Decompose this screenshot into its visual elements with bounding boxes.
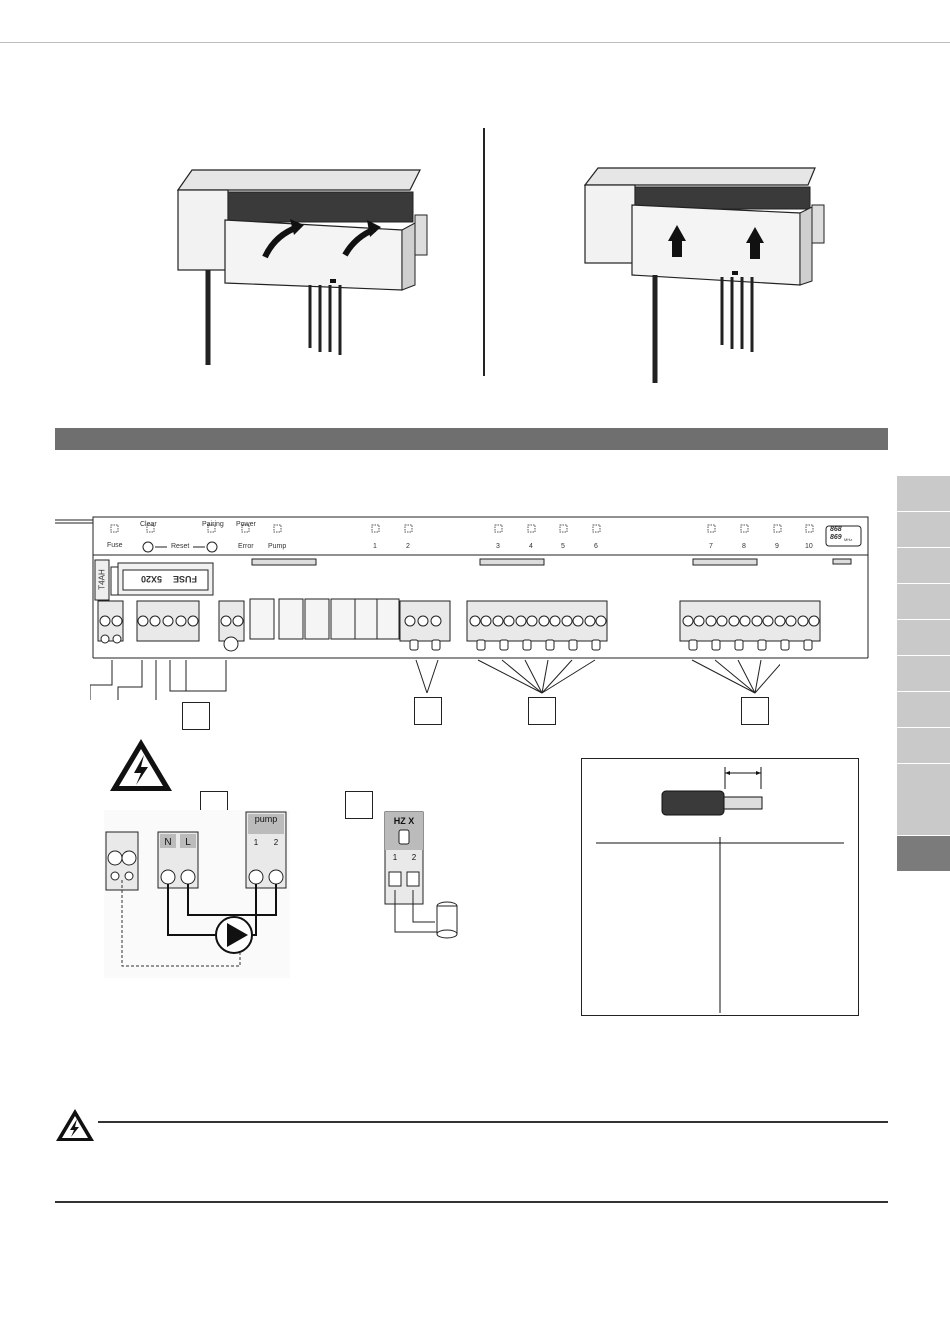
side-tab[interactable] <box>897 691 950 727</box>
led-label-zone-3: 3 <box>496 543 500 550</box>
cable-stripping-table <box>581 758 859 1016</box>
actuator-wiring-diagram <box>380 810 470 940</box>
side-tab[interactable] <box>897 547 950 583</box>
housing-cover-removal-illustration <box>170 165 440 370</box>
actuator-icon <box>399 830 409 844</box>
high-voltage-warning-icon <box>55 1108 95 1142</box>
led-label-zone-2: 2 <box>406 543 410 550</box>
chapter-side-tabs <box>897 475 950 871</box>
cable-stripping-illustration <box>582 759 858 1015</box>
side-tab[interactable] <box>897 475 950 511</box>
led-label-zone-7: 7 <box>709 543 713 550</box>
fuse-label: FUSE <box>173 574 198 584</box>
pump-terminal-1: 1 <box>253 838 259 847</box>
top-rule <box>0 42 950 43</box>
frequency-unit: MHz <box>844 537 853 542</box>
fuse-size: 5X20 <box>141 574 163 584</box>
controller-board <box>55 515 885 660</box>
frequency-868: 868 <box>830 526 842 533</box>
led-label-zone-9: 9 <box>775 543 779 550</box>
pump-wiring-diagram <box>104 810 290 978</box>
led-label-pairing: Pairing <box>202 521 224 528</box>
callout-box <box>528 697 556 725</box>
led-label-zone-1: 1 <box>373 543 377 550</box>
side-tab[interactable] <box>897 727 950 763</box>
led-label-zone-10: 10 <box>805 543 813 550</box>
led-label-zone-8: 8 <box>742 543 746 550</box>
side-tab[interactable] <box>897 619 950 655</box>
illustration-divider <box>483 128 485 376</box>
led-label-reset: Reset <box>171 543 190 550</box>
frequency-869: 869 <box>830 534 842 541</box>
led-label-power: Power <box>236 521 256 528</box>
warning-rule <box>98 1121 888 1123</box>
actuator-icon <box>437 902 457 938</box>
section-header-bar <box>55 428 888 450</box>
led-label-zone-6: 6 <box>594 543 598 550</box>
bottom-rule <box>55 1201 888 1203</box>
led-label-fuse: Fuse <box>107 542 123 549</box>
led-label-clear: Clear <box>140 521 157 528</box>
callout-box <box>345 791 373 819</box>
callout-box <box>182 702 210 730</box>
pump-n-label: N <box>164 837 172 848</box>
side-tab[interactable] <box>897 511 950 547</box>
actuator-terminal-1: 1 <box>392 853 398 862</box>
side-tab[interactable] <box>897 655 950 691</box>
led-label-zone-4: 4 <box>529 543 533 550</box>
side-tab[interactable] <box>897 583 950 619</box>
fuse-rating: T4AH <box>97 569 107 590</box>
pump-terminal-label: pump <box>254 814 278 824</box>
led-label-error: Error <box>238 543 254 550</box>
side-tab-active[interactable] <box>897 835 950 871</box>
housing-cover-lift-illustration <box>580 165 830 385</box>
callout-box <box>414 697 442 725</box>
high-voltage-warning-icon <box>108 737 174 793</box>
pump-terminal-2: 2 <box>273 838 279 847</box>
actuator-terminal-2: 2 <box>411 853 417 862</box>
pump-symbol-icon <box>224 637 238 651</box>
led-label-zone-5: 5 <box>561 543 565 550</box>
side-tab[interactable] <box>897 763 950 799</box>
board-outline <box>55 515 885 660</box>
pump-l-label: L <box>185 837 191 848</box>
led-label-pump: Pump <box>268 543 287 550</box>
actuator-zone-label: HZ X <box>393 816 415 826</box>
callout-box <box>741 697 769 725</box>
